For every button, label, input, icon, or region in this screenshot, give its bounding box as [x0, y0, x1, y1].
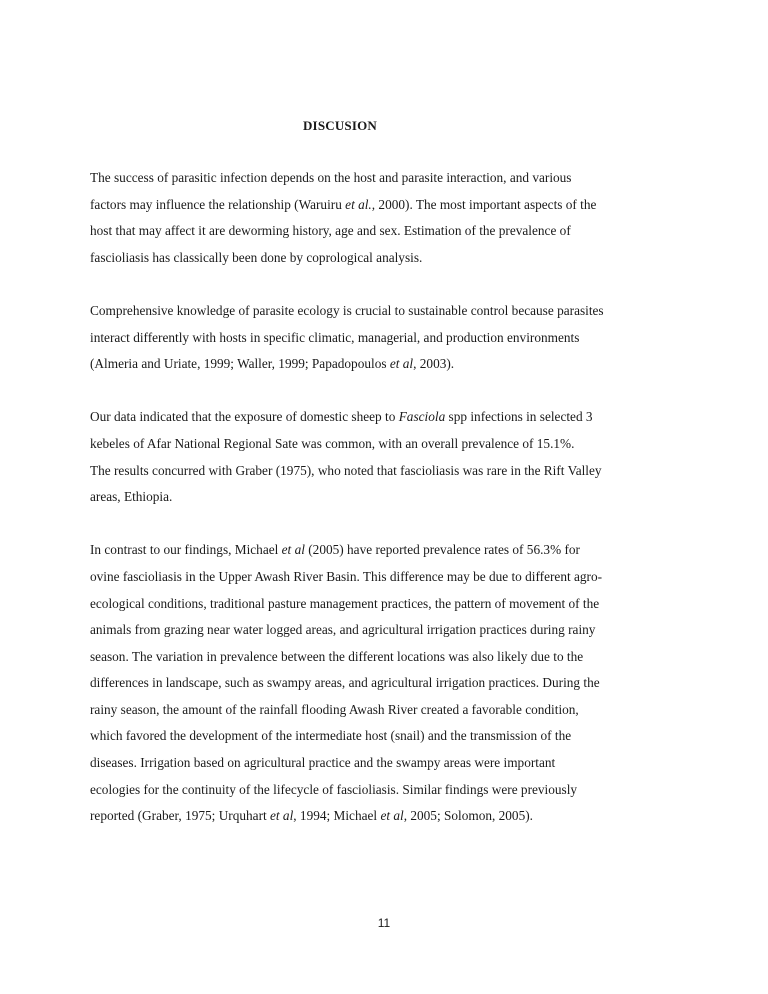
section-heading: [0, 118, 680, 134]
text-line: reported (Graber, 1975; Urquhart et al, 1994; Michael et al, 2005; Solomon, 2005).: [90, 808, 533, 824]
italic-term: et al: [389, 356, 414, 372]
text-line: Our data indicated that the exposure of domestic sheep to Fasciola spp infections in selected 3: [90, 409, 593, 425]
text-line: interact differently with hosts in specific climatic, managerial, and production environments: [90, 329, 580, 345]
text-line: areas, Ethiopia.: [90, 489, 173, 505]
paragraph: [90, 165, 680, 271]
italic-term: et al.,: [345, 196, 376, 212]
text-line: rainy season, the amount of the rainfall flooding Awash River created a favorable condition,: [90, 701, 579, 717]
text-line: ecological conditions, traditional pasture management practices, the pattern of movement of the: [90, 595, 600, 611]
text-line: season. The variation in prevalence between the different locations was also likely due to the: [90, 648, 584, 664]
section-heading-text: DISCUSION: [302, 118, 378, 133]
text-line: Comprehensive knowledge of parasite ecology is crucial to sustainable control because parasites: [90, 302, 604, 318]
body-text: [90, 165, 680, 856]
paragraph: [90, 404, 680, 510]
text-line: host that may affect it are deworming history, age and sex. Estimation of the prevalence of: [90, 223, 571, 239]
text-line: ecologies for the continuity of the lifecycle of fascioliasis. Similar findings were previously: [90, 781, 578, 797]
text-line: differences in landscape, such as swampy areas, and agricultural irrigation practices. During the: [90, 675, 600, 691]
page-number: 11: [377, 916, 391, 930]
italic-term: et al: [380, 808, 404, 824]
text-line: diseases. Irrigation based on agricultural practice and the swampy areas were important: [90, 755, 556, 771]
text-line: ovine fascioliasis in the Upper Awash River Basin. This difference may be due to different agro-: [90, 568, 603, 584]
text-line: In contrast to our findings, Michael et al (2005) have reported prevalence rates of 56.3% for: [90, 542, 580, 558]
italic-term: Fasciola: [398, 409, 446, 425]
italic-term: et al: [270, 808, 294, 824]
italic-term: et al: [281, 542, 305, 558]
text-line: kebeles of Afar National Regional Sate was common, with an overall prevalence of 15.1%.: [90, 435, 575, 451]
text-line: animals from grazing near water logged areas, and agricultural irrigation practices during rainy: [90, 622, 596, 638]
paragraph: [90, 298, 680, 378]
text-line: The success of parasitic infection depends on the host and parasite interaction, and various: [90, 170, 572, 185]
text-line: fascioliasis has classically been done by coprological analysis.: [90, 249, 423, 265]
text-line: factors may influence the relationship (Waruiru et al., 2000). The most important aspects of the: [90, 196, 597, 212]
text-line: which favored the development of the intermediate host (snail) and the transmission of the: [90, 728, 572, 744]
text-line: (Almeria and Uriate, 1999; Waller, 1999; Papadopoulos et al, 2003).: [90, 356, 455, 372]
text-line: The results concurred with Graber (1975), who noted that fascioliasis was rare in the Rift Valley: [90, 462, 602, 478]
paragraph: [90, 537, 680, 830]
